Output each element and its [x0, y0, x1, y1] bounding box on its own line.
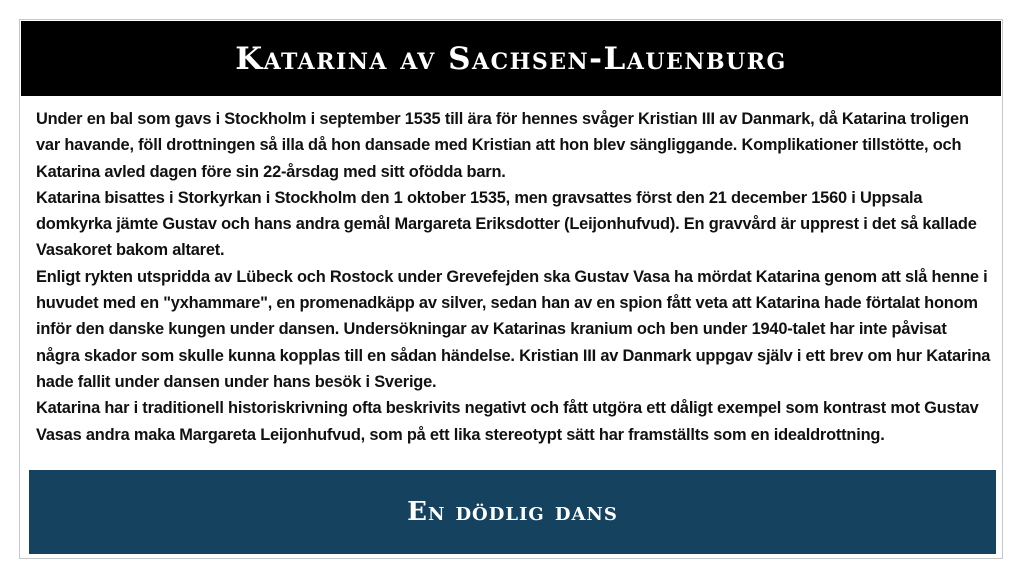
slide-title: Katarina av Sachsen-Lauenburg [235, 40, 787, 77]
paragraph: Enligt rykten utspridda av Lübeck och Rostock under Grevefejden ska Gustav Vasa ha mördat Katarina genom att slå henne i huvudet med en "yxhammare", en promenadkäpp av silver, sedan han av en spion fått veta att Katarina hade förtalat honom inför den danske kungen under dansen. Undersökningar av Katarinas kranium och ben under 1940-talet har inte påvisat några skador som skulle kunna kopplas till en sådan händelse. Kristian III av Danmark uppgav själv i ett brev om hur Katarina hade fallit under dansen under hans besök i Sverige. [36, 267, 991, 391]
title-bar [21, 21, 1001, 96]
footer-bar [29, 470, 996, 554]
paragraph: Katarina har i traditionell historiskrivning ofta beskrivits negativt och fått utgöra ett dåligt exempel som kontrast mot Gustav Vasas andra maka Margareta Leijonhufvud, som på ett lika stereotypt sätt har framställts som en idealdrottning. [36, 399, 979, 444]
paragraph: Under en bal som gavs i Stockholm i september 1535 till ära för hennes svåger Kristian III av Danmark, då Katarina troligen var havande, föll drottningen så illa då hon dansade med Kristian att hon blev sängliggande. Komplikationer tillstötte, och Katarina avled dagen före sin 22-årsdag med sitt ofödda barn. [36, 110, 969, 181]
footer-title: En dödlig dans [407, 497, 618, 527]
body-text [36, 106, 994, 448]
paragraph: Katarina bisattes i Storkyrkan i Stockholm den 1 oktober 1535, men gravsattes först den 21 december 1560 i Uppsala domkyrka jämte Gustav och hans andra gemål Margareta Eriksdotter (Leijonhufvud). En gravvård är upprest i det så kallade Vasakoret bakom altaret. [36, 188, 977, 260]
slide [19, 19, 1003, 559]
